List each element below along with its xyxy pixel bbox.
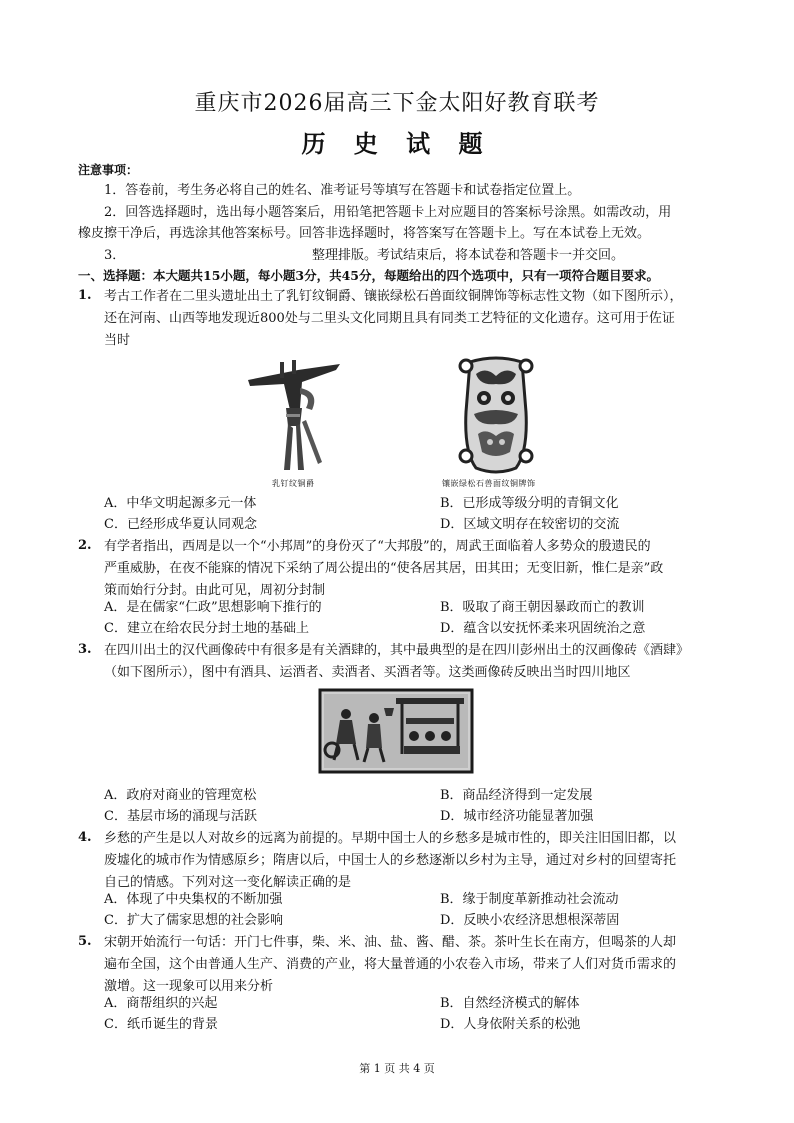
turquoise-plaque-image [456,352,536,476]
bronze-jue-image [240,358,350,476]
question-4-stem: 乡愁的产生是以人对故乡的远离为前提的。早期中国士人的乡愁多是城市性的，即关注旧国旧都，以 废墟化的城市作为情感原乡；隋唐以后，中国士人的乡愁逐渐以乡村为主导，通过对乡村的回望寄托 自己的情感。下列对这一变化解读正确的是 [104,831,677,890]
section-heading: 一、选择题：本大题共15小题，每小题3分，共45分，每题给出的四个选项中，只有一项符合题目要求。 [78,268,659,283]
question-4-option-d[interactable]: D．反映小农经济思想根深蒂固 [440,913,620,928]
question-2-stem: 有学者指出，西周是以一个“小邦周”的身份灭了“大邦殷”的，周武王面临着人多势众的殷遗民的 严重威胁，在夜不能寐的情况下采纳了周公提出的“使各居其居，田其田；无变旧新，惟仁是亲”政 策而始行分封。由此可见，周初分封制 [104,539,664,598]
question-4-option-a[interactable]: A．体现了中央集权的不断加强 [104,892,283,907]
question-5-number: 5. [78,934,92,949]
notice-heading: 注意事项： [78,163,139,177]
question-5-option-d[interactable]: D．人身依附关系的松弛 [440,1017,581,1032]
question-5-option-a[interactable]: A．商帮组织的兴起 [104,996,218,1011]
caption-turquoise-plaque: 镶嵌绿松石兽面纹铜牌饰 [442,479,536,488]
question-2-option-c[interactable]: C．建立在给农民分封土地的基础上 [104,621,309,636]
page-footer: 第 1 页 共 4 页 [359,1062,435,1075]
caption-bronze-jue: 乳钉纹铜爵 [272,479,315,488]
notice-item-3-num: 3． [104,248,126,263]
question-3-option-c[interactable]: C．基层市场的涌现与活跃 [104,809,257,824]
subject-title: 历 史 试 题 [301,129,493,158]
question-1-option-c[interactable]: C．已经形成华夏认同观念 [104,517,257,532]
notice-item-2-cont: 橡皮擦干净后，再选涂其他答案标号。回答非选择题时，将答案写在答题卡上。写在本试卷上无效。 [78,226,651,241]
notice-item-3: 整理排版。考试结束后，将本试卷和答题卡一并交回。 [312,248,625,263]
question-2-option-b[interactable]: B．吸取了商王朝因暴政而亡的教训 [440,600,645,615]
question-5-option-c[interactable]: C．纸币诞生的背景 [104,1017,218,1032]
question-4-number: 4. [78,830,92,845]
question-1-option-a[interactable]: A．中华文明起源多元一体 [104,496,257,511]
question-3-number: 3. [78,642,92,657]
question-2-number: 2. [78,538,92,553]
question-5-option-b[interactable]: B．自然经济模式的解体 [440,996,580,1011]
question-1-stem: 考古工作者在二里头遗址出土了乳钉纹铜爵、镶嵌绿松石兽面纹铜牌饰等标志性文物（如下图所示）， 还在河南、山西等地发现近800处与二里头文化同期且具有同类工艺特征的文化遗存。这可用于佐证 当时 [104,289,683,348]
question-2-option-d[interactable]: D．蕴含以安抚怀柔来巩固统治之意 [440,621,646,636]
question-4-option-c[interactable]: C．扩大了儒家思想的社会影响 [104,913,283,928]
question-1-option-d[interactable]: D．区域文明存在较密切的交流 [440,517,620,532]
question-3-option-a[interactable]: A．政府对商业的管理宽松 [104,788,257,803]
question-3-option-b[interactable]: B．商品经济得到一定发展 [440,788,593,803]
notice-item-1: 1．答卷前，考生务必将自己的姓名、准考证号等填写在答题卡和试卷指定位置上。 [104,183,581,198]
question-2-option-a[interactable]: A．是在儒家“仁政”思想影响下推行的 [104,600,322,615]
notice-item-2: 2．回答选择题时，选出每小题答案后，用铅笔把答题卡上对应题目的答案标号涂黑。如需改动，用 [104,205,672,220]
question-1-option-b[interactable]: B．已形成等级分明的青铜文化 [440,496,619,511]
question-3-option-d[interactable]: D．城市经济功能显著加强 [440,809,594,824]
question-1-number: 1. [78,288,92,303]
question-3-stem: 在四川出土的汉代画像砖中有很多是有关酒肆的，其中最典型的是在四川彭州出土的汉画像砖《酒肆》 （如下图所示），图中有酒具、运酒者、卖酒者、买酒者等。这类画像砖反映出当时四川地区 [104,643,690,680]
tavern-brick-image [318,688,474,774]
question-5-stem: 宋朝开始流行一句话：开门七件事，柴、米、油、盐、酱、醋、茶。茶叶生长在南方，但喝茶的人却 遍布全国，这个由普通人生产、消费的产业，将大量普通的小农卷入市场，带来了人们对货币需求的 激增。这一现象可以用来分析 [104,935,677,994]
exam-title: 重庆市2026届高三下金太阳好教育联考 [194,91,600,116]
question-4-option-b[interactable]: B．缘于制度革新推动社会流动 [440,892,619,907]
